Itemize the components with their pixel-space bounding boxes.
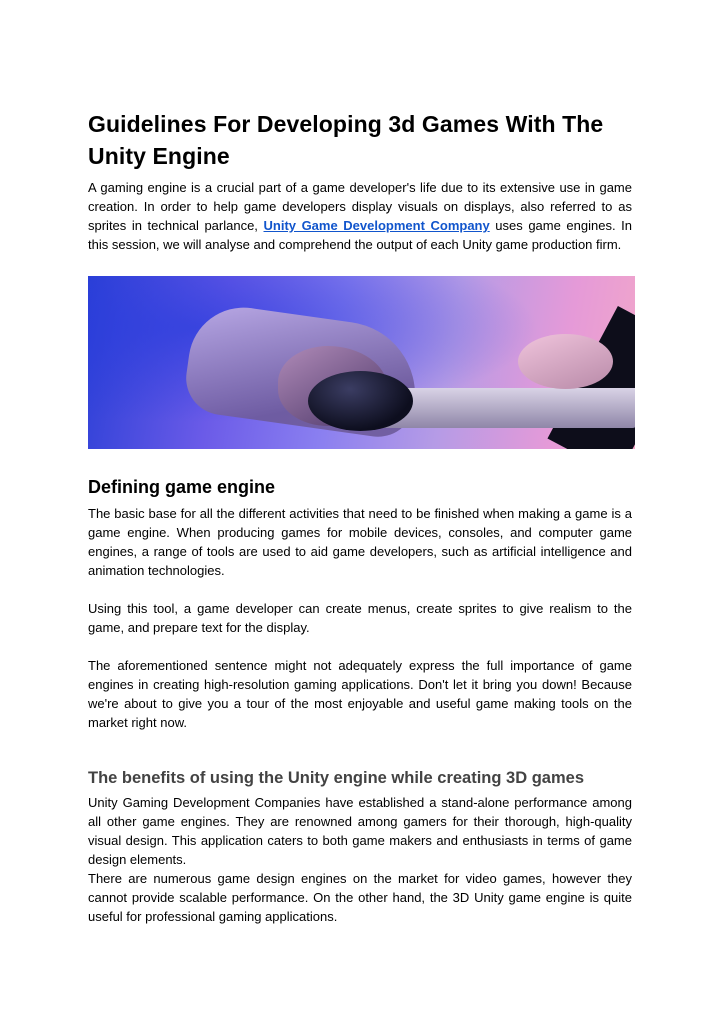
paragraph: Unity Gaming Development Companies have established a stand-alone performance among all other game engines. They are renowned among gamers for their thorough, high-quality visual design. This application caters to both game makers and enthusiasts in terms of game design elements.: [88, 795, 632, 867]
intro-text-end: uses game engines. In this session, we will analyse and comprehend the output of each Unity game production firm.: [88, 218, 632, 252]
paragraph: Using this tool, a game developer can create menus, create sprites to give realism to the game, and prepare text for the display.: [88, 601, 632, 635]
intro-text-start: A gaming engine is a crucial part of a game developer's life due to its extensive use in game creation. In order to help game developers display visuals on displays, also referred to as sprites in technical parlance,: [88, 180, 632, 233]
page-title: Guidelines For Developing 3d Games With The Unity Engine: [88, 111, 604, 169]
unity-company-link[interactable]: Unity Game Development Company: [263, 218, 490, 233]
intro-paragraph: [88, 178, 632, 254]
section-heading-defining-game-engine: Defining game engine: [88, 477, 276, 497]
paragraph: The basic base for all the different activities that need to be finished when making a game is a game engine. When producing games for mobile devices, consoles, and computer game engines, a range of tools are used to aid game developers, such as artificial intelligence and animation technologies.: [88, 506, 632, 578]
paragraph: There are numerous game design engines on the market for video games, however they cannot provide scalable performance. On the other hand, the 3D Unity game engine is quite useful for professional gaming applications.: [88, 871, 632, 924]
document-page: [88, 108, 632, 926]
paragraph: The aforementioned sentence might not adequately express the full importance of game engines in creating high-resolution gaming applications. Don't let it bring you down! Because we're about to give you a tour of the most enjoyable and useful game making tools on the market right now.: [88, 658, 632, 730]
hero-image-hand-on-mouse: [88, 276, 635, 449]
section-heading-unity-benefits: The benefits of using the Unity engine while creating 3D games: [88, 769, 584, 787]
